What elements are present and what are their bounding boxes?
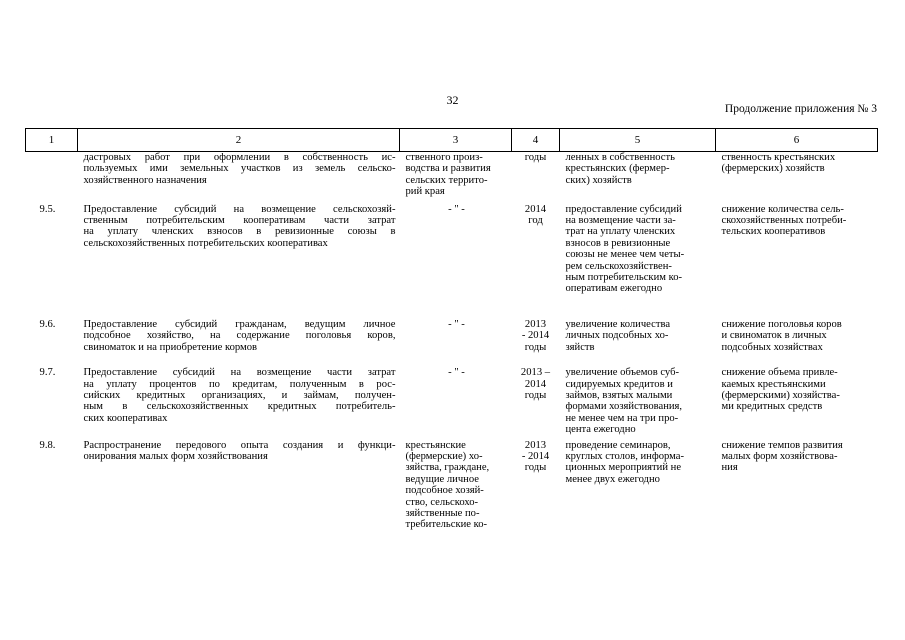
- measure-description-line: Предоставление субсидий на возмещение части затрат: [83, 367, 396, 379]
- cell-row-number: 9.5.: [39, 203, 56, 215]
- executor-line: ведущие личное: [405, 473, 479, 485]
- risk-description-line: подсобных хозяйствах: [721, 341, 823, 353]
- cell-risk-description: [716, 440, 878, 555]
- period-line: 2013: [524, 439, 547, 451]
- measure-description-line: ственным потребительским кооперативам части затрат: [83, 215, 396, 227]
- target-indicator-line: предоставление субсидий: [565, 203, 682, 215]
- risk-description-line: малых форм хозяйствова-: [721, 450, 838, 462]
- executor-line: требительские ко-: [405, 519, 488, 531]
- period-line: 2014: [524, 378, 547, 390]
- cell-executor: [400, 204, 512, 319]
- page-number: 32: [446, 93, 459, 107]
- risk-description-line: снижение объема привле-: [721, 367, 838, 379]
- period-line: 2013 –: [520, 367, 551, 379]
- executor-line: ственного произ-: [405, 152, 483, 163]
- executor-line: - " -: [448, 367, 465, 379]
- target-indicator-line: круглых столов, информа-: [565, 450, 684, 462]
- executor-line: подсобное хозяй-: [405, 485, 484, 497]
- cell-target-indicator: [560, 152, 716, 204]
- cell-executor: [400, 440, 512, 555]
- target-indicator-line: ленных в собственность: [565, 152, 675, 163]
- risk-description-line: снижение поголовья коров: [721, 318, 842, 330]
- column-number: 1: [26, 129, 78, 152]
- target-indicator-line: проведение семинаров,: [565, 439, 671, 451]
- measure-description-line: Распространение передового опыта создания и функци-: [83, 439, 396, 451]
- cell-row-number: [26, 152, 78, 204]
- executor-line: - " -: [448, 203, 465, 215]
- measure-description-line: свиноматок и на приобретение кормов: [83, 341, 258, 353]
- cell-period: [512, 152, 560, 204]
- target-indicator-line: ских) хозяйств: [565, 174, 632, 186]
- measure-description-line: сийских кредитных организациях, и займам, получен-: [83, 389, 396, 401]
- target-indicator-line: на возмещение части за-: [565, 215, 676, 227]
- appendix-continuation-note: Продолжение приложения № 3: [724, 103, 877, 115]
- cell-executor: [400, 319, 512, 367]
- risk-description-line: и свиноматок в личных: [721, 330, 827, 342]
- cell-target-indicator: [560, 204, 716, 319]
- cell-row-number: 9.7.: [39, 367, 56, 379]
- target-indicator-line: ным потребительским ко-: [565, 272, 683, 284]
- risk-description-line: (фермерскими) хозяйства-: [721, 389, 840, 401]
- column-number: 6: [716, 129, 878, 152]
- risk-description-line: ния: [721, 462, 738, 474]
- target-indicator-line: увеличение количества: [565, 318, 671, 330]
- measure-description-line: ным в сельскохозяйственных кредитных потребитель-: [83, 401, 396, 413]
- risk-description-line: каемых крестьянскими: [721, 378, 826, 390]
- executor-line: крестьянские: [405, 439, 466, 451]
- target-indicator-line: зяйств: [565, 341, 595, 353]
- target-indicator-line: займов, взятых малыми: [565, 389, 673, 401]
- executor-line: зяйства, граждане,: [405, 462, 490, 474]
- target-indicator-line: сидируемых кредитов и: [565, 378, 673, 390]
- cell-period: [512, 204, 560, 319]
- measure-description-line: Предоставление субсидий на возмещение сельскохозяй-: [83, 203, 396, 215]
- cell-risk-description: [716, 204, 878, 319]
- period-line: 2014: [524, 203, 547, 215]
- cell-risk-description: [716, 367, 878, 439]
- period-line: 2013: [524, 318, 547, 330]
- target-indicator-line: менее двух ежегодно: [565, 473, 660, 485]
- executor-line: зяйственные по-: [405, 507, 480, 519]
- table-row: [26, 152, 878, 204]
- target-indicator-line: не менее чем на три про-: [565, 412, 679, 424]
- period-line: годы: [524, 389, 547, 401]
- period-line: годы: [524, 341, 547, 353]
- executor-line: - " -: [448, 318, 465, 330]
- target-indicator-line: рем сельскохозяйствен-: [565, 260, 672, 272]
- table-row: [26, 319, 878, 367]
- period-line: годы: [524, 152, 547, 163]
- measure-description-line: подсобное хозяйство, на содержание поголовья коров,: [83, 330, 396, 342]
- executor-line: водства и развития: [405, 163, 491, 175]
- executor-line: рий края: [405, 186, 445, 198]
- cell-period: [512, 319, 560, 367]
- table-row: [26, 367, 878, 439]
- cell-executor: [400, 152, 512, 204]
- table-row: [26, 204, 878, 319]
- cell-target-indicator: [560, 367, 716, 439]
- target-indicator-line: взносов в ревизионные: [565, 237, 671, 249]
- measure-description-line: пользуемых ими земельных участков из земель сельско-: [83, 163, 396, 175]
- table-row: [26, 440, 878, 555]
- measures-table: [25, 128, 878, 555]
- target-indicator-line: ционных мероприятий не: [565, 462, 682, 474]
- risk-description-line: скохозяйственных потреби-: [721, 215, 847, 227]
- column-number: 2: [78, 129, 400, 152]
- measure-description-line: на уплату членских взносов в ревизионные союзы в: [83, 226, 396, 238]
- target-indicator-line: формами хозяйствования,: [565, 401, 683, 413]
- target-indicator-line: крестьянских (фермер-: [565, 163, 670, 175]
- column-number-header: [26, 129, 878, 152]
- cell-measure-description: [78, 319, 400, 367]
- period-line: - 2014: [521, 450, 550, 462]
- measure-description-line: хозяйственного назначения: [83, 174, 207, 186]
- cell-period: [512, 367, 560, 439]
- cell-risk-description: [716, 152, 878, 204]
- measure-description-line: Предоставление субсидий гражданам, ведущим личное: [83, 318, 396, 330]
- executor-line: сельских террито-: [405, 174, 488, 186]
- period-line: годы: [524, 462, 547, 474]
- risk-description-line: ми кредитных средств: [721, 401, 823, 413]
- column-number: 3: [400, 129, 512, 152]
- column-number: 4: [512, 129, 560, 152]
- target-indicator-line: личных подсобных хо-: [565, 330, 669, 342]
- executor-line: ство, сельскохо-: [405, 496, 479, 508]
- measure-description-line: сельскохозяйственных потребительских кооперативах: [83, 237, 328, 249]
- risk-description-line: (фермерских) хозяйств: [721, 163, 825, 175]
- measure-description-line: онирования малых форм хозяйствования: [83, 450, 268, 462]
- cell-measure-description: [78, 204, 400, 319]
- target-indicator-line: увеличение объемов суб-: [565, 367, 680, 379]
- cell-risk-description: [716, 319, 878, 367]
- target-indicator-line: цента ежегодно: [565, 424, 636, 436]
- risk-description-line: снижение количества сель-: [721, 203, 844, 215]
- cell-executor: [400, 367, 512, 439]
- cell-row-number: 9.6.: [39, 318, 56, 330]
- cell-measure-description: [78, 367, 400, 439]
- cell-period: [512, 440, 560, 555]
- column-number: 5: [560, 129, 716, 152]
- cell-target-indicator: [560, 440, 716, 555]
- measure-description-line: дастровых работ при оформлении в собственность ис-: [83, 152, 396, 163]
- target-indicator-line: оперативам ежегодно: [565, 283, 663, 295]
- target-indicator-line: трат на уплату членских: [565, 226, 676, 238]
- target-indicator-line: союзы не менее чем четы-: [565, 249, 685, 261]
- executor-line: (фермерские) хо-: [405, 450, 483, 462]
- risk-description-line: ственность крестьянских: [721, 152, 836, 163]
- cell-measure-description: [78, 152, 400, 204]
- cell-row-number: 9.8.: [39, 439, 56, 451]
- risk-description-line: тельских кооперативов: [721, 226, 826, 238]
- risk-description-line: снижение темпов развития: [721, 439, 843, 451]
- cell-measure-description: [78, 440, 400, 555]
- measure-description-line: на уплату процентов по кредитам, полученным в рос-: [83, 378, 396, 390]
- period-line: - 2014: [521, 330, 550, 342]
- period-line: год: [528, 215, 543, 227]
- cell-target-indicator: [560, 319, 716, 367]
- measure-description-line: ских кооперативах: [83, 412, 168, 424]
